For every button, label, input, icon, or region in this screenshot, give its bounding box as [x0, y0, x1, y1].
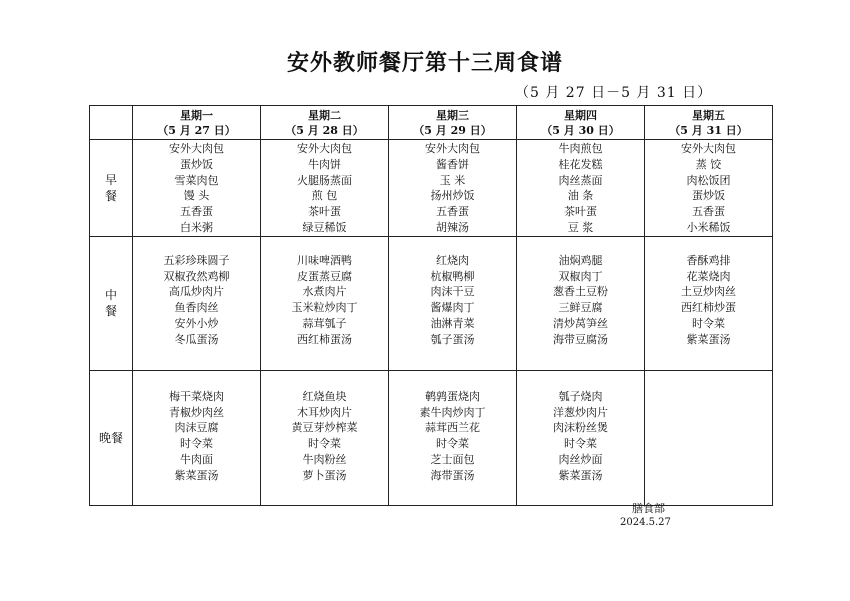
dish-item: 瓠子烧肉 — [558, 389, 603, 403]
page-title: 安外教师餐厅第十三周食谱 — [286, 51, 563, 76]
dish-item: 五香蛋 — [692, 205, 725, 219]
dish-item: 双椒孜然鸡柳 — [163, 269, 230, 283]
dish-item: 紫菜蛋汤 — [174, 468, 219, 482]
dish-item: 梅干菜烧肉 — [169, 389, 224, 403]
dish-item: 肉丝蒸面 — [558, 173, 603, 187]
meal-label-lunch: 中 餐 — [90, 236, 133, 370]
dish-item: 瓠子蛋汤 — [430, 332, 475, 346]
menu-cell — [517, 236, 645, 370]
menu-cell — [133, 370, 261, 505]
week-date-range: （5 月 27 日－5 月 31 日） — [515, 85, 713, 101]
dish-item: 五彩珍珠圆子 — [163, 253, 230, 267]
day-name: 星期三 — [436, 108, 469, 122]
dish-item: 肉沫粉丝煲 — [553, 421, 608, 435]
dish-item: 芝士面包 — [430, 452, 475, 466]
dish-item: 牛肉面 — [180, 452, 213, 466]
day-date: （5 月 30 日） — [541, 123, 620, 137]
menu-cell — [261, 236, 389, 370]
dish-item: 馒 头 — [183, 189, 210, 203]
day-name: 星期五 — [692, 108, 725, 122]
dish-item: 杭椒鸭柳 — [430, 269, 475, 283]
dish-item: 紫菜蛋汤 — [558, 468, 603, 482]
menu-cell — [133, 140, 261, 237]
dish-item: 蛋炒饭 — [692, 189, 725, 203]
dish-item: 玉 米 — [439, 173, 466, 187]
dish-item: 水煮肉片 — [302, 285, 347, 299]
dish-item: 香酥鸡排 — [686, 253, 731, 267]
dish-item: 安外小炒 — [174, 316, 219, 330]
dish-item: 洋葱炒肉片 — [553, 405, 608, 419]
dish-item: 青椒炒肉丝 — [169, 405, 224, 419]
dish-item: 桂花发糕 — [558, 157, 603, 171]
dish-item: 牛肉煎包 — [558, 142, 603, 155]
day-date: （5 月 27 日） — [157, 123, 236, 137]
dish-item: 皮蛋蒸豆腐 — [297, 269, 352, 283]
dish-item: 绿豆稀饭 — [302, 220, 347, 234]
dish-item: 牛肉粉丝 — [302, 452, 347, 466]
menu-cell — [261, 140, 389, 237]
dish-item: 牛肉饼 — [308, 157, 341, 171]
dish-item: 酱香饼 — [436, 157, 469, 171]
day-date: （5 月 29 日） — [413, 123, 492, 137]
dish-item: 油淋青菜 — [430, 316, 475, 330]
dish-item: 清炒莴笋丝 — [553, 316, 608, 330]
dish-item: 肉松饭团 — [686, 173, 731, 187]
dish-item: 安外大肉包 — [681, 142, 736, 155]
dish-item: 时令菜 — [180, 437, 213, 451]
dish-item: 五香蛋 — [180, 205, 213, 219]
dish-item: 五香蛋 — [436, 205, 469, 219]
dish-item: 时令菜 — [692, 316, 725, 330]
breakfast-row — [90, 140, 773, 237]
dish-item: 三鲜豆腐 — [558, 301, 603, 315]
dish-item: 高瓜炒肉片 — [169, 285, 224, 299]
day-date: （5 月 28 日） — [285, 123, 364, 137]
dinner-row — [90, 370, 773, 505]
dish-item: 素牛肉炒肉丁 — [419, 405, 486, 419]
dish-item: 蒜茸瓠子 — [302, 316, 347, 330]
dish-item: 蛋炒饭 — [180, 157, 213, 171]
menu-cell — [645, 140, 773, 237]
meal-label-dinner: 晚餐 — [90, 370, 133, 505]
dish-item: 西红柿蛋汤 — [297, 332, 352, 346]
dish-item: 胡辣汤 — [436, 220, 469, 234]
dish-item: 火腿肠蒸面 — [297, 173, 352, 187]
menu-cell — [133, 236, 261, 370]
day-header — [517, 106, 645, 140]
day-header — [645, 106, 773, 140]
dish-item: 红烧肉 — [436, 253, 469, 267]
dish-item: 茶叶蛋 — [308, 205, 341, 219]
dish-item: 安外大肉包 — [425, 142, 480, 155]
dish-item: 煎 包 — [311, 189, 338, 203]
dish-item: 蒸 饺 — [695, 157, 722, 171]
dish-item: 时令菜 — [564, 437, 597, 451]
corner-cell — [90, 106, 133, 140]
dish-item: 玉米粒炒肉丁 — [291, 301, 358, 315]
day-header — [389, 106, 517, 140]
dish-item: 安外大肉包 — [297, 142, 352, 155]
day-header — [261, 106, 389, 140]
dish-item: 肉沫豆腐 — [174, 421, 219, 435]
dish-item: 安外大肉包 — [169, 142, 224, 155]
dish-item: 时令菜 — [436, 437, 469, 451]
dish-item: 白米粥 — [180, 220, 213, 234]
day-name: 星期二 — [308, 108, 341, 122]
meal-label-breakfast: 早 餐 — [90, 140, 133, 237]
dish-item: 扬州炒饭 — [430, 189, 475, 203]
menu-cell — [389, 370, 517, 505]
dish-item: 土豆炒肉丝 — [681, 285, 736, 299]
day-header — [133, 106, 261, 140]
dish-item: 海带豆腐汤 — [553, 332, 608, 346]
menu-cell — [645, 236, 773, 370]
issue-date: 2024.5.27 — [620, 517, 671, 528]
dish-item: 紫菜蛋汤 — [686, 332, 731, 346]
menu-cell — [389, 236, 517, 370]
department-signature: 膳食部 — [632, 502, 665, 515]
dish-item: 油焖鸡腿 — [558, 253, 603, 267]
dish-item: 油 条 — [567, 189, 594, 203]
dish-item: 豆 浆 — [567, 220, 594, 234]
dish-item: 海带蛋汤 — [430, 468, 475, 482]
menu-table — [89, 105, 773, 506]
dish-item: 鹌鹑蛋烧肉 — [425, 389, 480, 403]
lunch-row — [90, 236, 773, 370]
dish-item: 川味啤酒鸭 — [297, 253, 352, 267]
dish-item: 葱香土豆粉 — [553, 285, 608, 299]
dish-item: 鱼香肉丝 — [174, 301, 219, 315]
menu-cell — [645, 370, 773, 505]
dish-item: 黄豆芽炒榨菜 — [291, 421, 358, 435]
dish-item: 冬瓜蛋汤 — [174, 332, 219, 346]
header-row — [90, 106, 773, 140]
menu-cell — [261, 370, 389, 505]
menu-cell — [389, 140, 517, 237]
dish-item: 红烧鱼块 — [302, 389, 347, 403]
dish-item: 酱爆肉丁 — [430, 301, 475, 315]
dish-item: 蒜茸西兰花 — [425, 421, 480, 435]
dish-item: 雪菜肉包 — [174, 173, 219, 187]
dish-item: 肉沫干豆 — [430, 285, 475, 299]
dish-item: 双椒肉丁 — [558, 269, 603, 283]
dish-item: 花菜烧肉 — [686, 269, 731, 283]
day-name: 星期一 — [180, 108, 213, 122]
dish-item: 木耳炒肉片 — [297, 405, 352, 419]
dish-item: 茶叶蛋 — [564, 205, 597, 219]
menu-cell — [517, 140, 645, 237]
dish-item: 小米稀饭 — [686, 220, 731, 234]
menu-cell — [517, 370, 645, 505]
day-name: 星期四 — [564, 108, 597, 122]
day-date: （5 月 31 日） — [669, 123, 748, 137]
dish-item: 西红柿炒蛋 — [681, 301, 736, 315]
dish-item: 肉丝炒面 — [558, 452, 603, 466]
dish-item: 萝卜蛋汤 — [302, 468, 347, 482]
dish-item: 时令菜 — [308, 437, 341, 451]
